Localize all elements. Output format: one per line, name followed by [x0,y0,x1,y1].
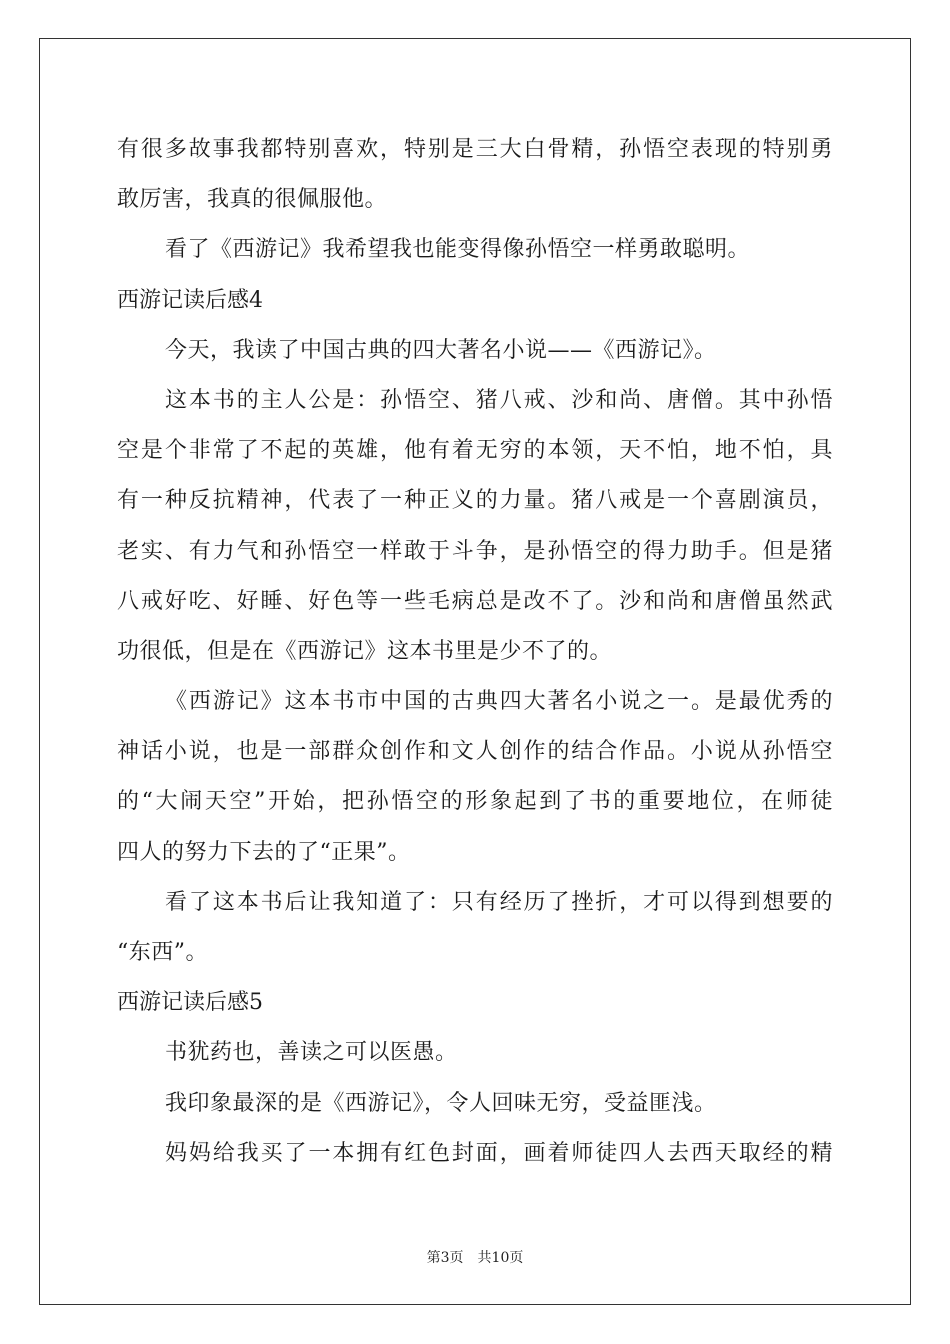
text-line: 看了《西游记》我希望我也能变得像孙悟空一样勇敢聪明。 [165,237,751,263]
text-line: 有一种反抗精神，代表了一种正义的力量。猪八戒是一个喜剧演员， [117,488,833,514]
page-number: 第3页 [426,1250,464,1266]
text-line: 敢厉害，我真的很佩服他。 [117,187,388,213]
text-line: 的“大闹天空”开始，把孙悟空的形象起到了书的重要地位，在师徒 [117,789,833,815]
text-line: 八戒好吃、好睡、好色等一些毛病总是改不了。沙和尚和唐僧虽然武 [117,588,833,614]
text-line: “东西”。 [117,940,208,965]
text-line: 这本书的主人公是：孙悟空、猪八戒、沙和尚、唐僧。其中孙悟 [165,387,833,413]
document-body [117,127,833,1181]
page-footer [0,1247,950,1267]
text-line: 书犹药也，善读之可以医愚。 [165,1040,458,1066]
text-line: 看了这本书后让我知道了：只有经历了挫折，才可以得到想要的 [165,889,833,915]
text-line: 四人的努力下去的了“正果”。 [117,839,411,865]
page-total: 共10页 [477,1250,524,1266]
section-heading: 西游记读后感4 [117,287,263,313]
text-line: 我印象最深的是《西游记》，令人回味无穷，受益匪浅。 [165,1090,717,1116]
text-line: 老实、有力气和孙悟空一样敢于斗争，是孙悟空的得力助手。但是猪 [117,538,833,564]
text-line: 功很低，但是在《西游记》这本书里是少不了的。 [117,638,613,664]
text-line: 《西游记》这本书市中国的古典四大著名小说之一。是最优秀的 [165,689,833,715]
text-line: 今天，我读了中国古典的四大著名小说——《西游记》。 [165,337,717,363]
section-heading: 西游记读后感5 [117,990,263,1016]
text-line: 有很多故事我都特别喜欢，特别是三大白骨精，孙悟空表现的特别勇 [117,137,833,162]
text-line: 神话小说，也是一部群众创作和文人创作的结合作品。小说从孙悟空 [117,739,833,765]
text-line: 空是个非常了不起的英雄，他有着无穷的本领，天不怕，地不怕，具 [117,438,833,464]
text-line: 妈妈给我买了一本拥有红色封面，画着师徒四人去西天取经的精 [165,1140,833,1166]
